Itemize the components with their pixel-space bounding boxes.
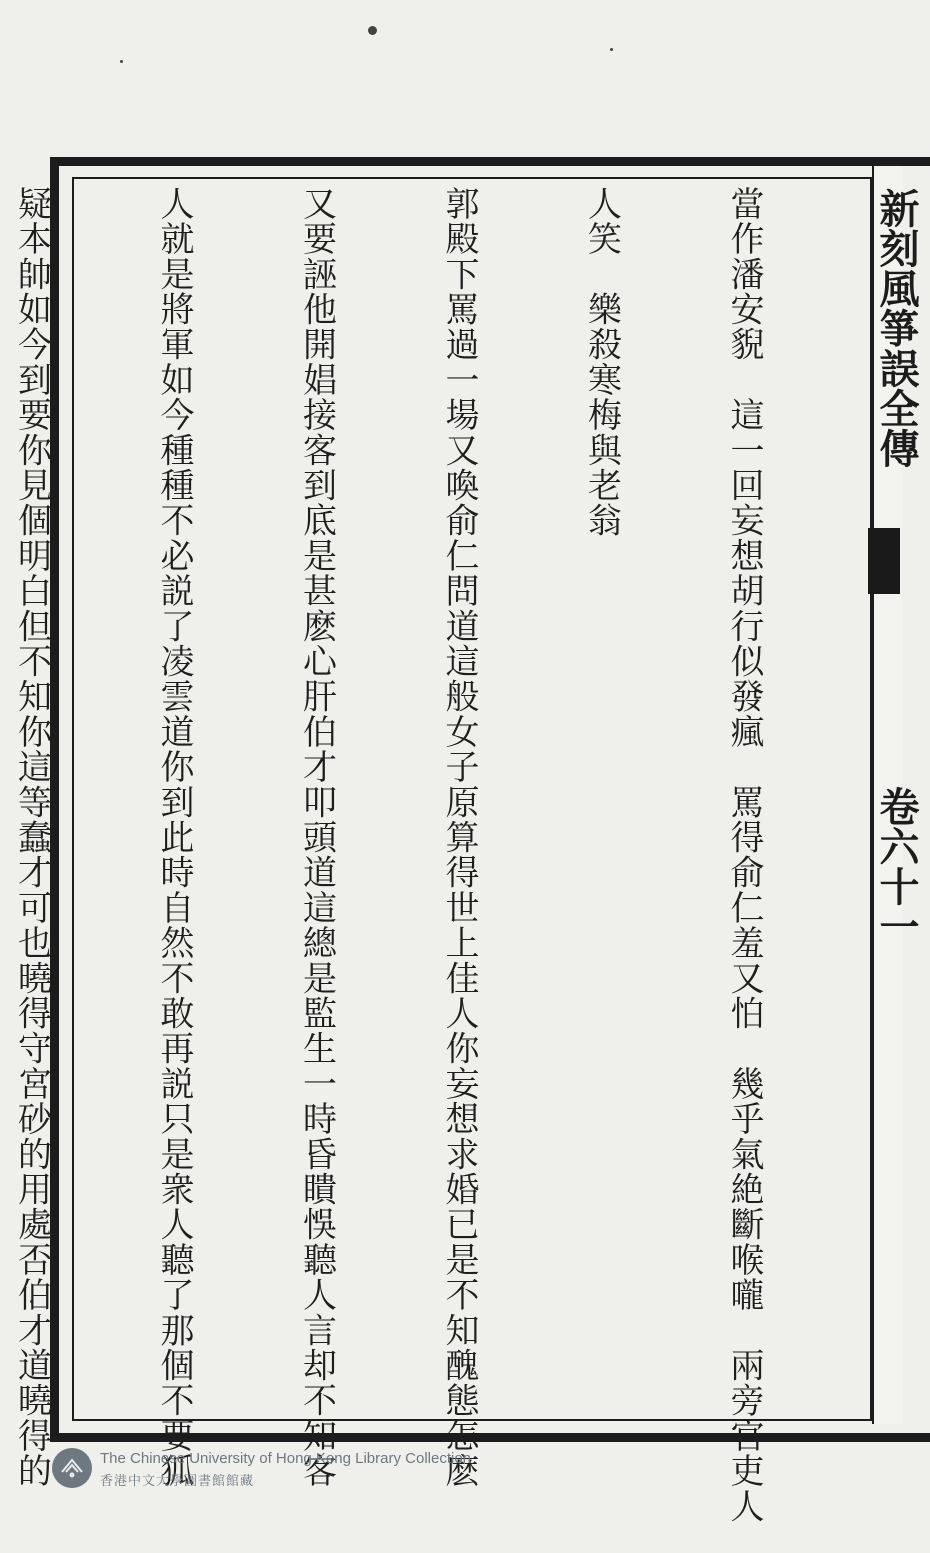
text-column: 人就是將軍如今種種不必説了凌雲道你到此時自然不敢再説只是衆人聽了那個不要狐 xyxy=(154,186,194,1489)
margin-title-fragment: 新刻風箏誤全傳 xyxy=(873,188,920,468)
library-emblem-icon xyxy=(58,1454,86,1482)
text-column: 當作潘安貎 這一回妄想胡行似發瘋 罵得俞仁羞又怕 幾乎氣絶斷喉嚨 兩旁官吏人 xyxy=(724,186,764,1524)
cuhk-library-logo xyxy=(52,1448,92,1488)
ink-speck xyxy=(368,26,377,35)
footer-chinese: 香港中文大學圖書館館藏 xyxy=(100,1474,255,1489)
margin-volume-fragment: 卷六十一 xyxy=(873,786,920,946)
text-column: 疑本帥如今到要你見個明白但不知你這等蠢才可也曉得守宮砂的用處否伯才道曉得的 xyxy=(11,186,52,1489)
ink-speck xyxy=(120,60,123,63)
margin-strip xyxy=(872,166,920,1424)
fishtail-mark xyxy=(868,528,900,594)
footer-english: The Chinese University of Hong Kong Library Collection xyxy=(100,1450,472,1467)
library-watermark xyxy=(52,1448,522,1490)
ink-speck xyxy=(610,48,613,51)
text-column: 郭殿下罵過一場又喚俞仁問道這般女子原算得世上佳人你妄想求婚已是不知醜態怎麽 xyxy=(439,186,479,1489)
text-column: 又要誣他開娼接客到底是甚麽心肝伯才叩頭道這總是監生一時昏瞶悞聽人言却不知客 xyxy=(296,186,337,1489)
text-column: 人笑 樂殺寒梅與老翁 xyxy=(581,186,622,538)
